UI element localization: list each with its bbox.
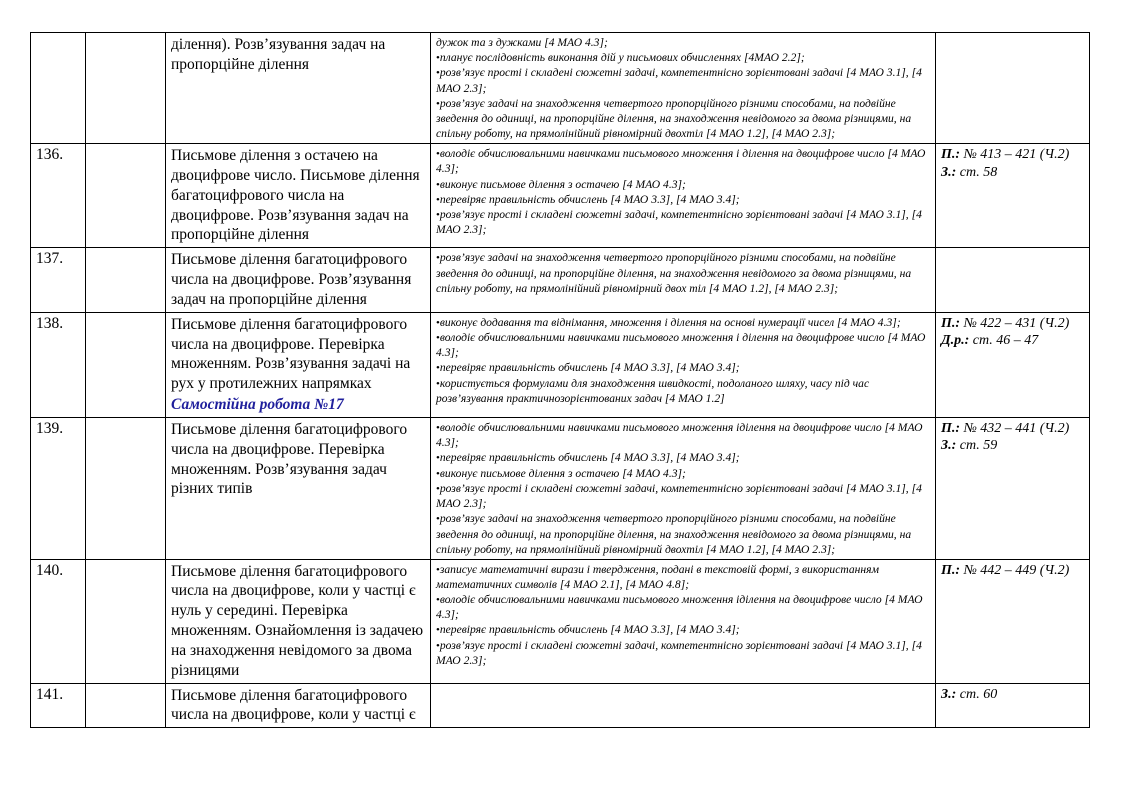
outcome-item: • розв’язує прості і складені сюжетні задачі, компетентнісно зорієнтовані задачі [4 МАО 3.1], [4 МАО 2.3]; [436,207,931,237]
learning-outcomes-cell [431,248,936,312]
outcome-item: • користується формулами для знаходження швидкості, подоланого шляху, часу під час розв’язування практичнозорієнтованих задач [4 МАО 1.2] [436,376,931,406]
homework-key: Д.р.: [941,333,970,349]
topic-text: Письмове ділення багатоцифрового числа на двоцифрове. Перевірка множенням. Розв’язування задач різних типів [171,420,408,498]
learning-outcomes-cell [431,683,936,728]
topic-cell [166,417,431,559]
outcome-item: • перевіряє правильність обчислень [4 МАО 3.3], [4 МАО 3.4]; [436,450,931,465]
homework-value: ст. 59 [956,438,998,454]
homework-entry [941,437,1085,455]
outcome-item: • розв’язує прості і складені сюжетні задачі, компетентнісно зорієнтовані задачі [4 МАО 3.1], [4 МАО 2.3]; [436,481,931,511]
date-cell [86,33,166,144]
outcome-item: • перевіряє правильність обчислень [4 МАО 3.3], [4 МАО 3.4]; [436,192,931,207]
outcome-item: • розв’язує задачі на знаходження четвертого пропорційного різними способами, на подвійне зведення до одиниці, на пропорційне ділення, на знаходження невідомого за двома різницями, на спільну роботу, на прямолінійний рівномірний двох тіл [4 МАО 1.2], [4 МАО 2.3]; [436,250,931,295]
homework-value: № 413 – 421 (Ч.2) [960,147,1070,163]
homework-key: П.: [941,147,961,163]
outcome-item: • володіє обчислювальними навичками письмового множення іділення на двоцифрове число [4 МАО 4.3]; [436,592,931,622]
outcome-item: • записує математичні вирази і твердження, подані в текстовій формі, з використанням математичних символів [4 МАО 2.1], [4 МАО 4.8]; [436,562,931,592]
outcome-item: • володіє обчислювальними навичками письмового множення і ділення на двоцифрове число [4 МАО 4.3]; [436,330,931,360]
date-cell [86,312,166,417]
homework-cell [936,559,1090,683]
outcome-item: • виконує письмове ділення з остачею [4 МАО 4.3]; [436,177,931,192]
homework-value: ст. 46 – 47 [969,333,1039,349]
homework-cell [936,312,1090,417]
table-row [31,33,1090,144]
topic-cell [166,33,431,144]
date-cell [86,417,166,559]
table-row [31,144,1090,248]
homework-key: П.: [941,420,961,436]
lesson-number-cell [31,33,86,144]
homework-entry [941,164,1085,182]
learning-outcomes-cell [431,33,936,144]
outcome-continuation: дужок та з дужками [4 МАО 4.3]; [436,36,608,49]
table-row [31,312,1090,417]
table-row [31,559,1090,683]
date-cell [86,248,166,312]
learning-outcomes-cell [431,417,936,559]
homework-cell [936,248,1090,312]
date-cell [86,559,166,683]
date-cell [86,683,166,728]
outcome-item: • розв’язує задачі на знаходження четвертого пропорційного різними способами, на подвійне зведення до одиниці, на пропорційне ділення, на знаходження невідомого за двома різницями, на спільну роботу, на прямолінійний рівномірний двохтіл [4 МАО 1.2], [4 МАО 2.3]; [436,511,931,556]
outcome-item: • володіє обчислювальними навичками письмового множення і ділення на двоцифрове число [4 МАО 4.3]; [436,146,931,176]
topic-cell [166,683,431,728]
homework-entry [941,315,1085,333]
outcome-item: • володіє обчислювальними навичками письмового множення іділення на двоцифрове число [4 МАО 4.3]; [436,420,931,450]
topic-cell [166,559,431,683]
homework-key: З.: [941,686,957,702]
topic-cell [166,312,431,417]
lesson-number-cell: 136. [31,144,86,248]
learning-outcomes-cell [431,312,936,417]
outcome-item: • виконує письмове ділення з остачею [4 МАО 4.3]; [436,466,931,481]
homework-cell [936,144,1090,248]
table-row [31,417,1090,559]
outcome-item: • перевіряє правильність обчислень [4 МАО 3.3], [4 МАО 3.4]; [436,360,931,375]
table-body [31,33,1090,728]
topic-text: Письмове ділення багатоцифрового числа на двоцифрове, коли у частці є нуль у середині. Перевірка множенням. Ознайомлення із задачею на знаходження невідомого за двома різницями [171,562,424,679]
topic-cell [166,248,431,312]
homework-entry [941,562,1085,580]
topic-text: Письмове ділення багатоцифрового числа на двоцифрове. Перевірка множенням. Розв’язування задачі на рух у протилежних напрямках [171,315,411,393]
outcome-item: • розв’язує задачі на знаходження четвертого пропорційного різними способами, на подвійне зведення до одиниці, на пропорційне ділення, на знаходження невідомого за двома різницями, на спільну роботу, на прямолінійний рівномірний двохтіл [4 МАО 1.2], [4 МАО 2.3]; [436,96,931,141]
outcome-item: • розв’язує прості і складені сюжетні задачі, компетентнісно зорієнтовані задачі [4 МАО 3.1], [4 МАО 2.3]; [436,638,931,668]
homework-key: З.: [941,438,957,454]
topic-text: Письмове ділення з остачею на двоцифрове число. Письмове ділення багатоцифрового числа на двоцифрове. Розв’язування задач на пропорційне ділення [171,147,420,244]
homework-value: ст. 58 [956,164,998,180]
homework-value: № 422 – 431 (Ч.2) [960,315,1070,331]
homework-value: № 432 – 441 (Ч.2) [960,420,1070,436]
outcome-item: • перевіряє правильність обчислень [4 МАО 3.3], [4 МАО 3.4]; [436,622,931,637]
homework-cell [936,417,1090,559]
homework-value: № 442 – 449 (Ч.2) [960,562,1070,578]
independent-work-label: Самостійна робота №17 [171,396,344,414]
outcome-item: • розв’язує прості і складені сюжетні задачі, компетентнісно зорієнтовані задачі [4 МАО 3.1], [4 МАО 2.3]; [436,65,931,95]
lesson-number-cell: 138. [31,312,86,417]
outcome-item: • планує послідовність виконання дій у письмових обчисленнях [4МАО 2.2]; [436,50,931,65]
learning-outcomes-cell [431,144,936,248]
topic-text: Письмове ділення багатоцифрового числа на двоцифрове. Розв’язування задач на пропорційне ділення [171,251,412,308]
homework-entry [941,146,1085,164]
lesson-plan-table [30,32,1090,728]
lesson-number-cell: 140. [31,559,86,683]
homework-entry [941,686,1085,704]
homework-entry [941,420,1085,438]
homework-entry [941,332,1085,350]
table-row [31,248,1090,312]
homework-cell [936,33,1090,144]
date-cell [86,144,166,248]
topic-text: ділення). Розв’язування задач на пропорційне ділення [171,36,386,73]
table-row [31,683,1090,728]
lesson-number-cell: 141. [31,683,86,728]
homework-key: П.: [941,562,961,578]
lesson-number-cell: 137. [31,248,86,312]
homework-value: ст. 60 [956,686,998,702]
topic-text: Письмове ділення багатоцифрового числа на двоцифрове, коли у частці є [171,686,416,724]
learning-outcomes-cell [431,559,936,683]
homework-key: З.: [941,164,957,180]
topic-cell [166,144,431,248]
homework-key: П.: [941,315,961,331]
lesson-number-cell: 139. [31,417,86,559]
outcome-item: • виконує додавання та віднімання, множення і ділення на основі нумерації чисел [4 МАО 4.3]; [436,315,931,330]
homework-cell [936,683,1090,728]
